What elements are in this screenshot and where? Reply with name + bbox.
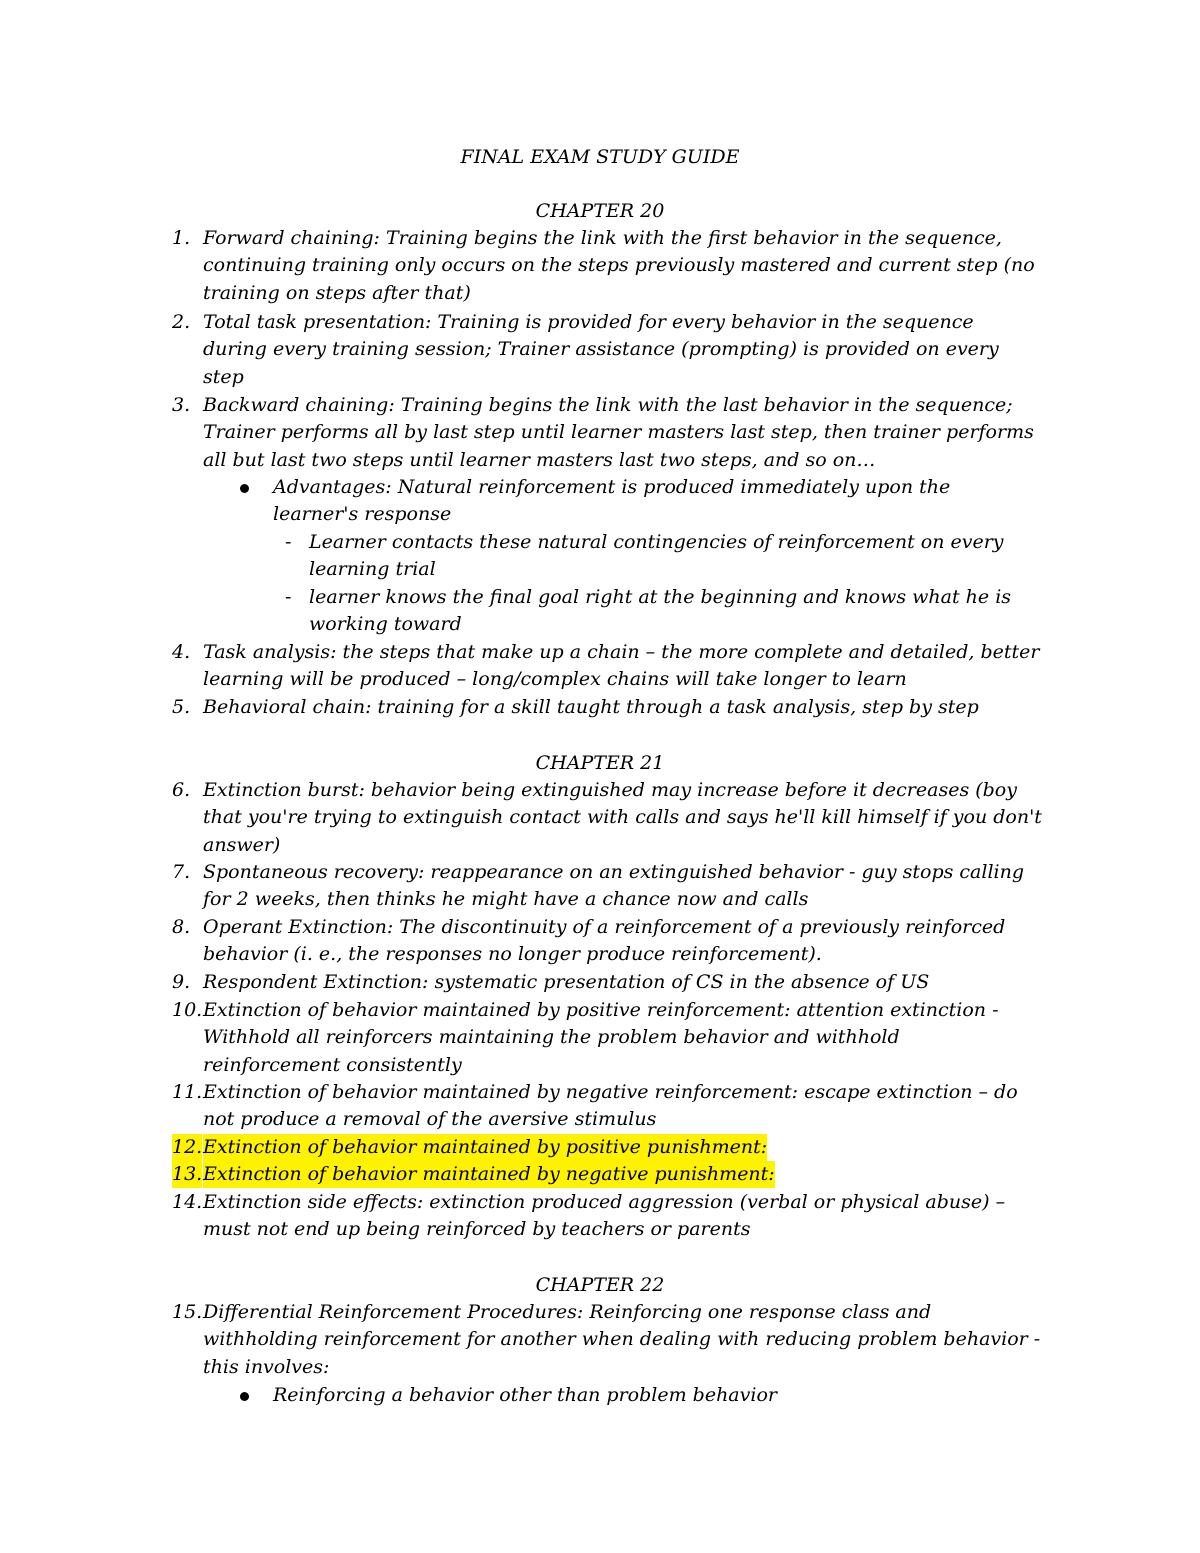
list-item [172, 1079, 1042, 1134]
item-text: Task analysis: the steps that make up a chain – the more complete and detailed, better learning will be produced – long/complex chains will take longer to learn [203, 641, 1040, 691]
bullet-text: Reinforcing a behavior other than problem behavior [273, 1384, 777, 1406]
chapter-21-heading: CHAPTER 21 [535, 752, 665, 774]
item-number: 4. [172, 641, 191, 663]
item-text: Spontaneous recovery: reappearance on an extinguished behavior - guy stops calling for 2 weeks, then thinks he might have a chance now and calls [203, 861, 1025, 911]
list-item-highlighted [172, 1161, 1042, 1188]
bullet-text: Advantages: Natural reinforcement is produced immediately upon the learner's response [273, 476, 951, 526]
item-number: 5. [172, 696, 191, 718]
list-item [172, 694, 1042, 721]
list-item [172, 639, 1042, 694]
item-number: 15. [172, 1301, 203, 1323]
item-text: Behavioral chain: training for a skill taught through a task analysis, step by step [203, 696, 979, 718]
item-number: 13. [172, 1161, 202, 1188]
item-number: 11. [172, 1081, 203, 1103]
item-number: 8. [172, 916, 191, 938]
item-number: 10. [172, 999, 203, 1021]
list-item [172, 969, 1042, 996]
dash-icon: - [285, 586, 292, 608]
dash-text: Learner contacts these natural contingencies of reinforcement on every learning trial [309, 531, 1004, 581]
list-item [172, 309, 1042, 391]
list-item [172, 914, 1042, 969]
item-number: 3. [172, 394, 191, 416]
list-item [172, 777, 1042, 859]
item-text: Differential Reinforcement Procedures: Reinforcing one response class and withholding reinforcement for another when dealing with reducing problem behavior - this involves: [203, 1301, 1041, 1378]
dash-text: learner knows the final goal right at the beginning and knows what he is working toward [309, 586, 1012, 636]
bullet-dot-icon [240, 484, 249, 493]
list-item [172, 225, 1042, 307]
item-text: Extinction of behavior maintained by positive punishment: [203, 1134, 767, 1161]
bullet-item [240, 1382, 1030, 1409]
dash-item [285, 584, 1030, 639]
item-number: 12. [172, 1134, 202, 1161]
item-text: Extinction of behavior maintained by positive reinforcement: attention extinction - Withhold all reinforcers maintaining the problem behavior and withhold reinforcement consistently [203, 999, 999, 1076]
list-item [172, 392, 1042, 474]
item-text: Total task presentation: Training is provided for every behavior in the sequence during every training session; Trainer assistance (prompting) is provided on every step [203, 311, 999, 388]
item-number: 7. [172, 861, 191, 883]
item-text: Operant Extinction: The discontinuity of a reinforcement of a previously reinforced behavior (i. e., the responses no longer produce reinforcement). [203, 916, 1006, 966]
list-item [172, 859, 1042, 914]
item-text: Extinction of behavior maintained by negative reinforcement: escape extinction – do not produce a removal of the aversive stimulus [203, 1081, 1018, 1131]
list-item [172, 1189, 1042, 1244]
bullet-item [240, 474, 1030, 529]
item-text: Forward chaining: Training begins the link with the first behavior in the sequence, continuing training only occurs on the steps previously mastered and current step (no training on steps after that) [203, 227, 1035, 304]
item-number: 9. [172, 971, 191, 993]
list-item [172, 997, 1042, 1079]
list-item-highlighted [172, 1134, 1042, 1161]
item-number: 6. [172, 779, 191, 801]
item-number: 14. [172, 1191, 203, 1213]
item-text: Extinction of behavior maintained by negative punishment: [203, 1161, 775, 1188]
dash-item [285, 529, 1030, 584]
chapter-20-heading: CHAPTER 20 [535, 200, 665, 222]
item-text: Respondent Extinction: systematic presentation of CS in the absence of US [203, 971, 930, 993]
item-number: 1. [172, 227, 191, 249]
list-item [172, 1299, 1042, 1381]
dash-icon: - [285, 531, 292, 553]
item-text: Extinction side effects: extinction produced aggression (verbal or physical abuse) – must not end up being reinforced by teachers or parents [203, 1191, 1006, 1241]
chapter-22-heading: CHAPTER 22 [535, 1274, 665, 1296]
item-text: Extinction burst: behavior being extinguished may increase before it decreases (boy that you're trying to extinguish contact with calls and says he'll kill himself if you don't answer) [203, 779, 1042, 856]
bullet-dot-icon [240, 1392, 249, 1401]
item-text: Backward chaining: Training begins the link with the last behavior in the sequence; Trainer performs all by last step until learner masters last step, then trainer performs all but last two steps until learner masters last two steps, and so on… [203, 394, 1034, 471]
page-title: FINAL EXAM STUDY GUIDE [460, 146, 740, 168]
item-number: 2. [172, 311, 191, 333]
